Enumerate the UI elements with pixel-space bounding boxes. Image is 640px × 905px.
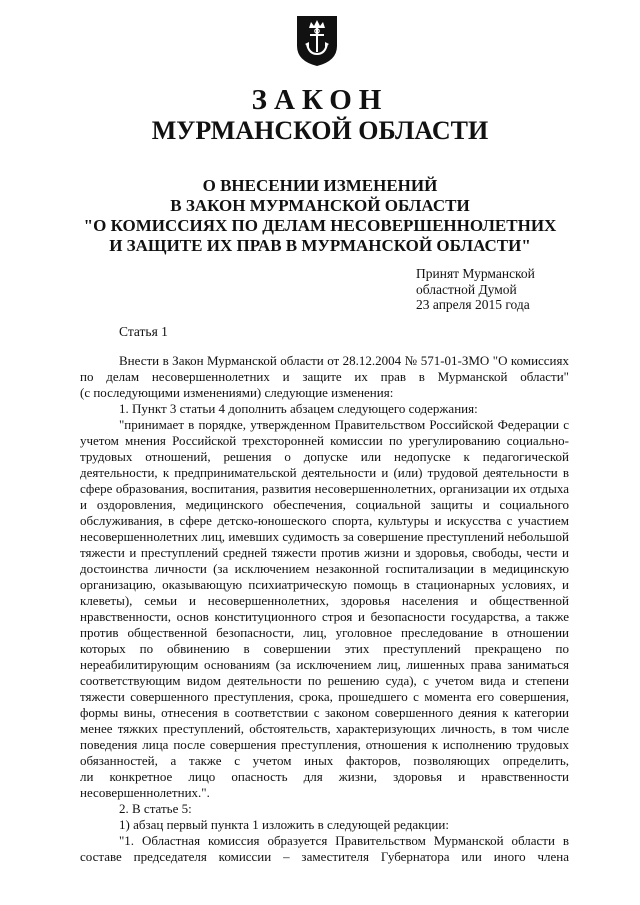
body-line: несовершеннолетних.". [80,785,210,800]
adoption-note [416,266,535,313]
adoption-line: 23 апреля 2015 года [416,297,530,312]
body-line: тяжести и преступлений средней тяжести против жизни и здоровья, свободы, чести и [80,545,569,560]
body-line: соответствующим видом деятельности по решению суда), с учетом вида и степени [80,673,569,688]
body-line: учетом мнения Российской трехсторонней комиссии по урегулированию социально- [80,433,569,448]
body-line: 2. В статье 5: [119,801,192,816]
body-line: деятельности, к предпринимательской деятельности и (или) трудовой деятельности в [80,465,569,480]
body-line: по делам несовершеннолетних и защите их прав в Мурманской области" [80,369,569,384]
law-heading: ЗАКОН [251,84,389,116]
article-heading: Статья 1 [119,324,168,339]
body-line: 1. Пункт 3 статьи 4 дополнить абзацем следующего содержания: [119,401,478,416]
body-line: формы вины, отнесения в соответствии с законом совершенного деяния к категории [80,705,569,720]
body-line: нереабилитирующим основаниям (за исключением лиц, лишенных права заниматься [80,657,569,672]
amendment-title-line: О ВНЕСЕНИИ ИЗМЕНЕНИЙ [202,176,438,195]
amendment-title [0,176,640,256]
body-line: обязанностей, а также с учетом иных факторов, позволяющих определить, [80,753,569,768]
body-line: Внести в Закон Мурманской области от 28.12.2004 № 571-01-ЗМО "О комиссиях [119,353,569,368]
body-line: составе председателя комиссии – заместителя Губернатора или иного члена [80,849,569,864]
amendment-title-line: И ЗАЩИТЕ ИХ ПРАВ В МУРМАНСКОЙ ОБЛАСТИ" [109,236,531,255]
body-line: (с последующими изменениями) следующие изменения: [80,385,394,400]
body-line: трудовых отношений, решения о допуске или недопуске к педагогической [80,449,569,464]
body-line: сфере образования, воспитания, развития несовершеннолетних, организации их отдыха [80,481,569,496]
body-line: нравственности, основ конституционного строя и безопасности государства, а также [80,609,569,624]
body-line: ли конкретное лицо опасность для жизни, здоровья и нравственности [80,769,569,784]
body-line: поведения лица после совершения преступления, отношения к исполнению трудовых [80,737,569,752]
body-line: менее тяжких преступлений, обстоятельств, характеризующих личность, в том числе [80,721,569,736]
body-line: достоинства личности (за исключением незаконной госпитализации в медицинскую [80,561,569,576]
amendment-title-line: "О КОМИССИЯХ ПО ДЕЛАМ НЕСОВЕРШЕННОЛЕТНИХ [83,216,557,235]
body-line: против общественной безопасности, лиц, уголовное преследование в отношении [80,625,569,640]
amendment-title-line: В ЗАКОН МУРМАНСКОЙ ОБЛАСТИ [170,196,470,215]
region-heading: МУРМАНСКОЙ ОБЛАСТИ [151,116,489,145]
body-line: несовершеннолетних лиц, имевших судимость за совершение преступлений небольшой [80,529,569,544]
adoption-line: Принят Мурманской [416,266,535,281]
body-line: тяжести совершенного преступления, срока, прошедшего с момента его совершения, [80,689,569,704]
body-line: "1. Областная комиссия образуется Правительством Мурманской области в [119,833,569,848]
body-line: 1) абзац первый пункта 1 изложить в следующей редакции: [119,817,449,832]
body-line: обслуживания, в сфере детско-юношеского спорта, культуры и искусства с участием [80,513,569,528]
body-line: организацию, оказывающую психиатрическую помощь в стационарных условиях, и [80,577,569,592]
article-body [80,353,569,865]
body-line: и оздоровления, медицинского обеспечения, социальной защиты и социального [80,497,569,512]
body-line: клеветы), семьи и несовершеннолетних, здоровья населения и общественной [80,593,569,608]
coat-of-arms-emblem [295,14,339,68]
body-line: которых по обвинению в совершении этих преступлений прекращено по [80,641,569,656]
adoption-line: областной Думой [416,281,517,297]
body-line: "принимает в порядке, утвержденном Правительством Российской Федерации с [119,417,569,432]
